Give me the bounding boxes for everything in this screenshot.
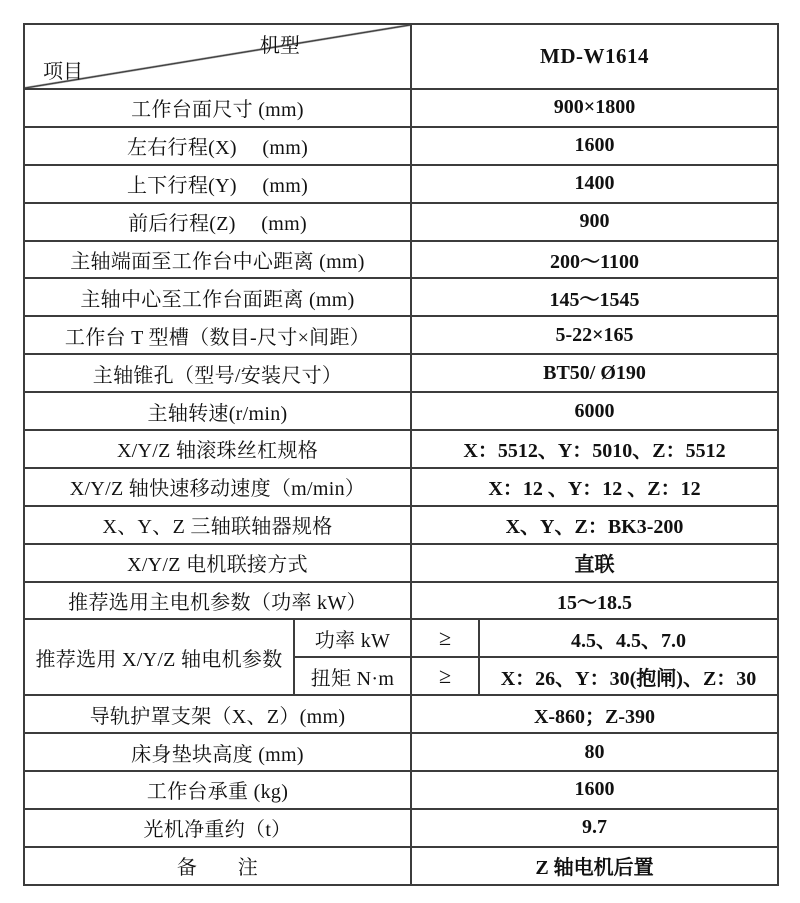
model-number-cell: MD-W1614 (411, 24, 778, 89)
spec-label: X/Y/Z 轴滚珠丝杠规格 (24, 430, 411, 468)
table-row (24, 430, 778, 468)
motor-param-name: 扭矩 N·m (294, 657, 411, 695)
table-row (24, 506, 778, 544)
table-row (24, 733, 778, 771)
table-row (24, 203, 778, 241)
motor-param-value: X：26、Y：30(抱闸)、Z：30 (479, 657, 778, 695)
spec-value: 145～1545 (411, 278, 778, 316)
spec-value: 1600 (411, 127, 778, 165)
spec-label: 工作台 T 型槽（数目-尺寸×间距） (24, 316, 411, 354)
gte-operator: ≥ (411, 619, 479, 657)
spec-label: 工作台面尺寸 (mm) (24, 89, 411, 127)
header-machine-type-label: 机型 (259, 35, 300, 57)
table-header-row (24, 24, 778, 89)
table-row (24, 354, 778, 392)
table-row (24, 695, 778, 733)
spec-label: 导轨护罩支架（X、Z）(mm) (24, 695, 411, 733)
spec-value: 直联 (411, 544, 778, 582)
spec-label: 左右行程(X) (mm) (24, 127, 411, 165)
motor-params-row-power (24, 619, 778, 657)
spec-value: 5-22×165 (411, 316, 778, 354)
spec-value: 1400 (411, 165, 778, 203)
table-row (24, 127, 778, 165)
table-row (24, 278, 778, 316)
table-row (24, 809, 778, 847)
spec-value: 1600 (411, 771, 778, 809)
table-row (24, 392, 778, 430)
spec-value: BT50/ Ø190 (411, 354, 778, 392)
spec-value: X：5512、Y：5010、Z：5512 (411, 430, 778, 468)
table-row (24, 241, 778, 279)
spec-label: X/Y/Z 电机联接方式 (24, 544, 411, 582)
diagonal-header-cell (24, 24, 411, 89)
spec-value: X：12 、Y：12 、Z：12 (411, 468, 778, 506)
table-row (24, 847, 778, 885)
spec-label: X、Y、Z 三轴联轴器规格 (24, 506, 411, 544)
spec-value: 9.7 (411, 809, 778, 847)
spec-label: 光机净重约（t） (24, 809, 411, 847)
gte-operator: ≥ (411, 657, 479, 695)
table-row (24, 582, 778, 620)
spec-label: 推荐选用主电机参数（功率 kW） (24, 582, 411, 620)
spec-label: 主轴中心至工作台面距离 (mm) (24, 278, 411, 316)
spec-table (23, 23, 779, 886)
spec-value: X-860；Z-390 (411, 695, 778, 733)
spec-value: 200～1100 (411, 241, 778, 279)
spec-label: 主轴锥孔（型号/安装尺寸） (24, 354, 411, 392)
table-row (24, 544, 778, 582)
spec-value: Z 轴电机后置 (411, 847, 778, 885)
motor-param-name: 功率 kW (294, 619, 411, 657)
spec-value: 80 (411, 733, 778, 771)
spec-label: 主轴端面至工作台中心距离 (mm) (24, 241, 411, 279)
table-row (24, 89, 778, 127)
motor-params-group-label: 推荐选用 X/Y/Z 轴电机参数 (24, 619, 294, 695)
header-item-label: 项目 (43, 61, 83, 83)
spec-label: X/Y/Z 轴快速移动速度（m/min） (24, 468, 411, 506)
motor-param-value: 4.5、4.5、7.0 (479, 619, 778, 657)
spec-label: 上下行程(Y) (mm) (24, 165, 411, 203)
spec-value: 6000 (411, 392, 778, 430)
spec-value: 900 (411, 203, 778, 241)
table-row (24, 316, 778, 354)
spec-value: 15～18.5 (411, 582, 778, 620)
spec-label: 备 注 (24, 847, 411, 885)
table-row (24, 165, 778, 203)
spec-label: 床身垫块高度 (mm) (24, 733, 411, 771)
spec-value: X、Y、Z：BK3-200 (411, 506, 778, 544)
spec-label: 工作台承重 (kg) (24, 771, 411, 809)
table-row (24, 468, 778, 506)
spec-value: 900×1800 (411, 89, 778, 127)
spec-label: 主轴转速(r/min) (24, 392, 411, 430)
spec-label: 前后行程(Z) (mm) (24, 203, 411, 241)
table-row (24, 771, 778, 809)
